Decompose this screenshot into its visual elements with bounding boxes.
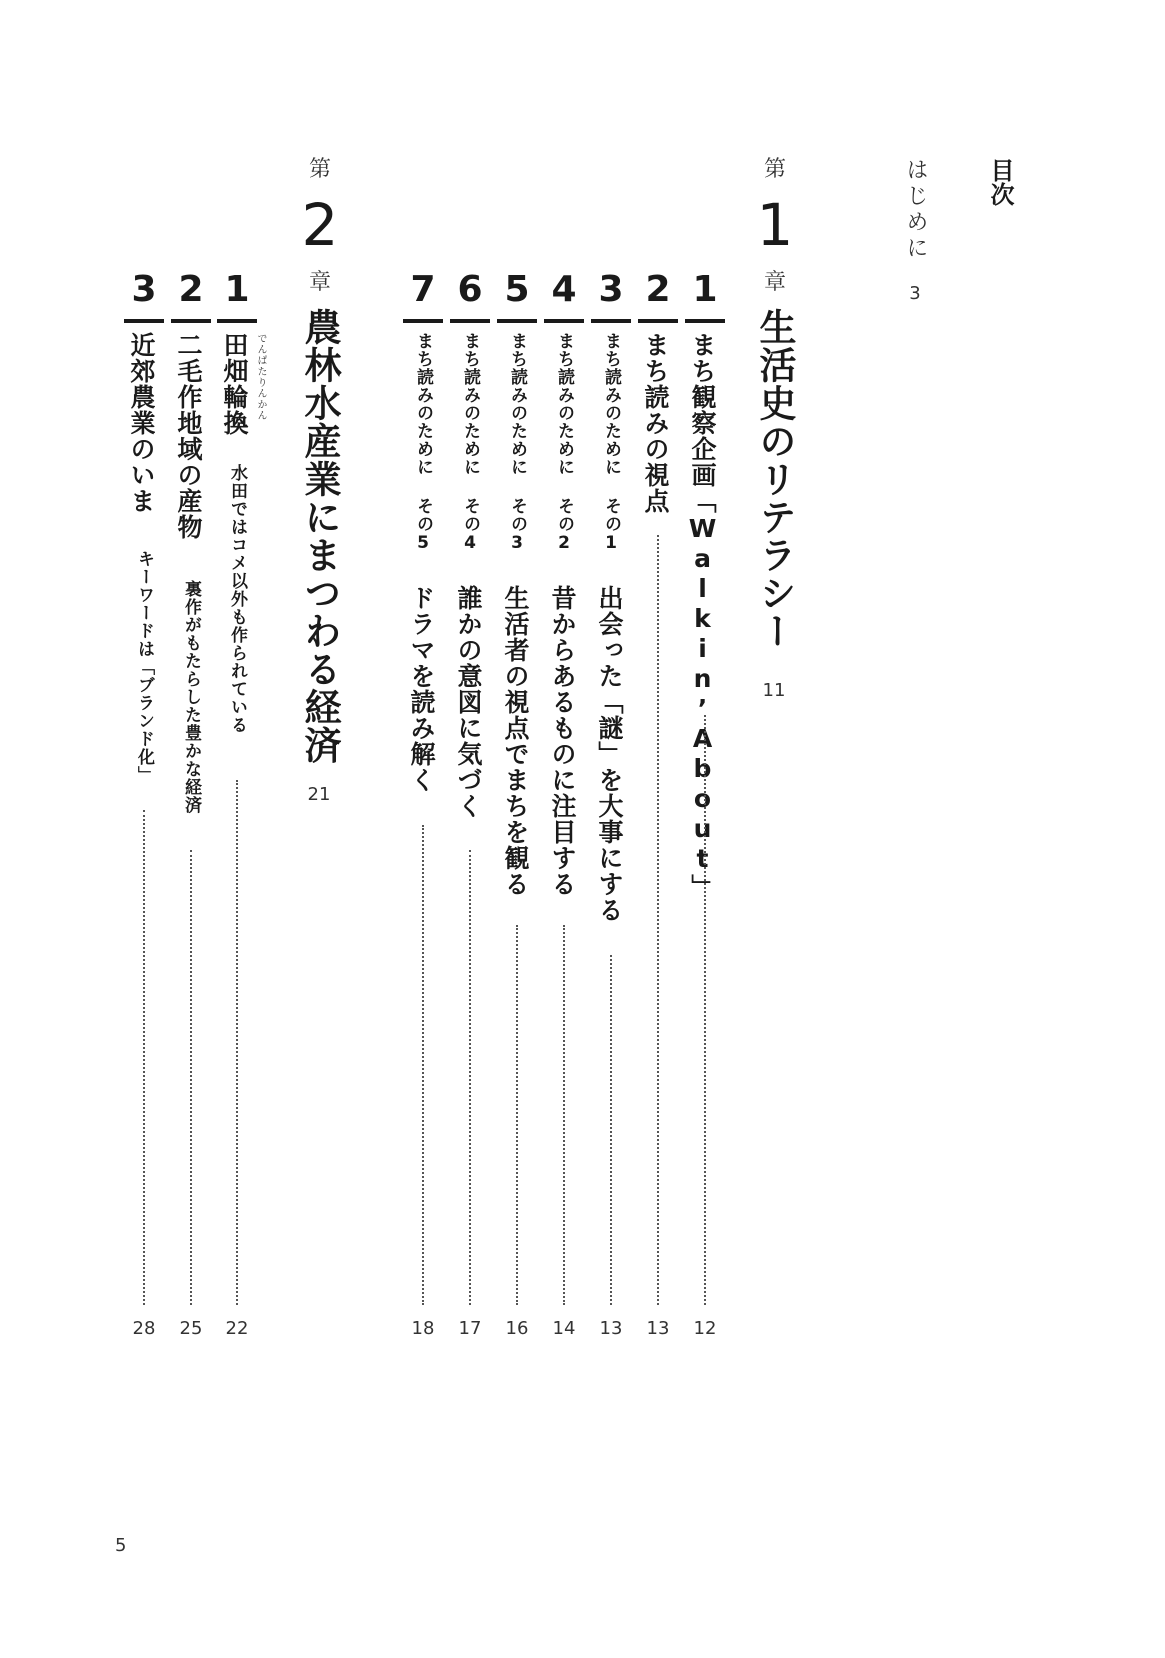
item-bar: [124, 319, 164, 323]
item-bar: [403, 319, 443, 323]
dot-leader: [236, 780, 238, 1305]
item-page-number: 22: [225, 1318, 249, 1339]
item-series: まち読みのために その5: [413, 332, 433, 554]
item-page-number: 18: [411, 1318, 435, 1339]
item-number: 3: [131, 269, 157, 310]
chapter-sho: 章: [763, 270, 786, 295]
item-series: まち読みのために その3: [507, 332, 527, 554]
chapter-number: 2: [301, 191, 339, 259]
item-bar: [544, 319, 584, 323]
item-bar: [171, 319, 211, 323]
item-page-number: 16: [505, 1318, 529, 1339]
dot-leader: [516, 925, 518, 1305]
item-number: 5: [504, 269, 530, 310]
chapter-title: 生活史のリテラシー: [753, 308, 796, 650]
item-series: まち読みのために その4: [460, 332, 480, 554]
item-bar: [685, 319, 725, 323]
chapter-dai: 第: [763, 157, 786, 182]
item-page-number: 14: [552, 1318, 576, 1339]
item-title: ドラマを読み解く: [407, 585, 436, 793]
item-title: 生活者の視点でまちを観る: [501, 585, 530, 897]
item-series: まち読みのために その2: [554, 332, 574, 554]
item-bar: [591, 319, 631, 323]
item-number: 1: [692, 269, 718, 310]
item-ruby: でんぱたりんかん: [255, 333, 266, 421]
chapter-number: 1: [756, 191, 794, 259]
dot-leader: [143, 810, 145, 1305]
item-title: 出会った「謎」を大事にする: [595, 585, 624, 923]
dot-leader: [422, 825, 424, 1305]
chapter-page-number: 21: [307, 784, 331, 805]
dot-leader: [190, 850, 192, 1305]
chapter-dai: 第: [308, 157, 331, 182]
item-bar: [450, 319, 490, 323]
item-series: まち読みのために その1: [601, 332, 621, 554]
item-page-number: 12: [693, 1318, 717, 1339]
item-bar: [217, 319, 257, 323]
intro-page-number: 3: [909, 283, 921, 304]
item-page-number: 17: [458, 1318, 482, 1339]
item-title: 二毛作地域の産物: [174, 332, 203, 540]
item-number: 3: [598, 269, 624, 310]
item-subtitle: 裏作がもたらした豊かな経済: [181, 580, 201, 814]
page-folio: 5: [115, 1535, 127, 1556]
item-subtitle: キーワードは「ブランド化」: [134, 550, 154, 784]
chapter-title: 農林水産業にまつわる経済: [298, 308, 341, 764]
item-title: 近郊農業のいま: [127, 332, 156, 514]
item-number: 7: [410, 269, 436, 310]
dot-leader: [563, 925, 565, 1305]
toc-title: 目次: [986, 158, 1014, 206]
item-title: 田畑輪換: [220, 332, 249, 436]
item-subtitle: 水田ではコメ以外も作られている: [227, 464, 247, 734]
item-number: 2: [178, 269, 204, 310]
chapter-page-number: 11: [762, 680, 786, 701]
dot-leader: [657, 535, 659, 1305]
item-number: 6: [457, 269, 483, 310]
item-page-number: 25: [179, 1318, 203, 1339]
item-title: 昔からあるものに注目する: [548, 585, 577, 897]
item-page-number: 13: [599, 1318, 623, 1339]
dot-leader: [704, 715, 706, 1305]
dot-leader: [469, 850, 471, 1305]
item-bar: [497, 319, 537, 323]
item-number: 4: [551, 269, 577, 310]
item-title: 誰かの意図に気づく: [454, 585, 483, 819]
chapter-sho: 章: [308, 270, 331, 295]
item-title: まち観察企画「Walkin’About」: [688, 332, 717, 900]
item-number: 2: [645, 269, 671, 310]
item-page-number: 13: [646, 1318, 670, 1339]
item-bar: [638, 319, 678, 323]
item-title: まち読みの視点: [641, 332, 670, 514]
dot-leader: [610, 955, 612, 1305]
item-number: 1: [224, 269, 250, 310]
intro-label: はじめに: [903, 158, 928, 262]
item-page-number: 28: [132, 1318, 156, 1339]
